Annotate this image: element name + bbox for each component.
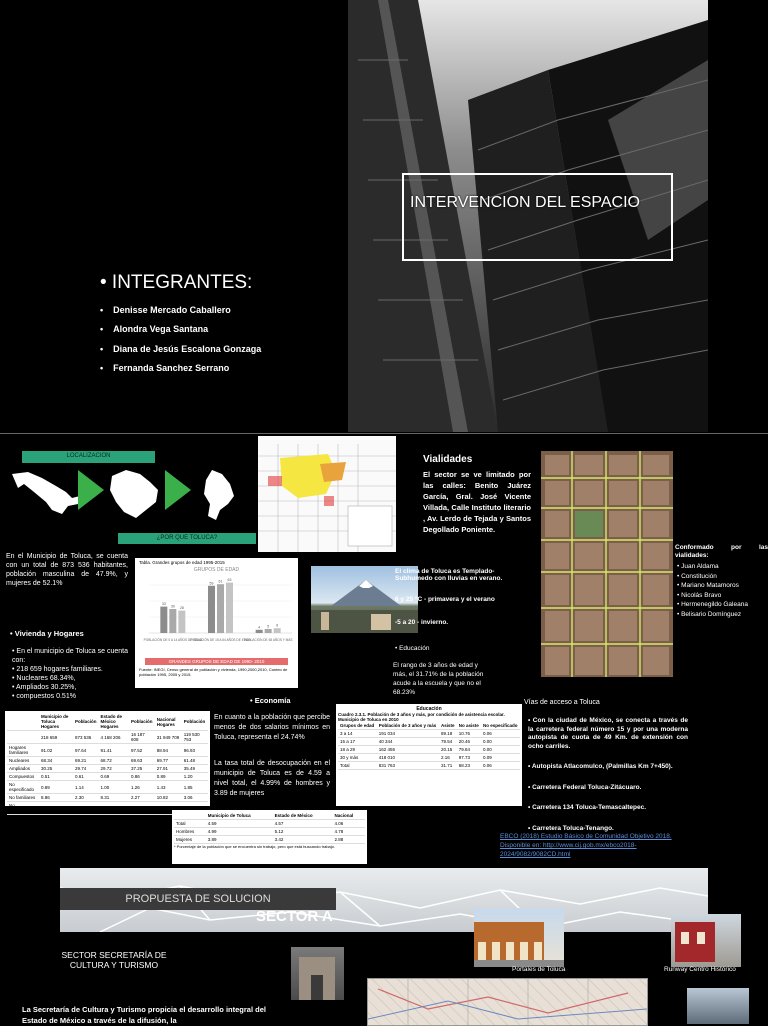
chart-data-label: 63: [227, 578, 232, 583]
portales-photo: [474, 908, 564, 967]
table-cell: 0.51: [39, 773, 73, 781]
table-cell: 79.84: [457, 746, 481, 754]
table-cell: 40 344: [377, 738, 439, 746]
table-row: [174, 836, 365, 844]
table-cell: 91.02: [39, 744, 73, 757]
table-cell: 2.30: [73, 794, 99, 802]
table-cell: 31.71: [439, 762, 457, 770]
table-cell: 0.06: [481, 762, 520, 770]
table-cell: 68.72: [98, 757, 129, 765]
table-cell: 69.21: [73, 757, 99, 765]
list-item: • Carretera Federal Toluca-Zitácuaro.: [528, 783, 642, 791]
table-row: [7, 731, 208, 744]
member-3: • Diana de Jesús Escalona Gonzaga: [100, 344, 261, 354]
chart-subtitle: GRUPOS DE EDAD: [193, 567, 240, 573]
table-cell: 4.06: [333, 820, 365, 828]
chart-footer: GRANDES GRUPOS DE EDAD DE 1990- 2010: [145, 658, 288, 665]
table-cell: 2.27: [129, 794, 155, 802]
table-row: [7, 757, 208, 765]
list-item-text: Autopista Atlacomulco, (Palmillas Km 7+450).: [531, 763, 673, 770]
vialidades-heading: Vialidades: [423, 454, 473, 465]
street-photo: [687, 988, 749, 1024]
table-header-cell: Municipio de Toluca Hogares: [39, 713, 73, 731]
clima-text: El clima de Toluca es Templado-Subhumedo con lluvias en verano.: [395, 568, 503, 582]
table-cell: 79.54: [439, 738, 457, 746]
list-item-text: Nucleares 68.34%,: [16, 675, 76, 682]
economia-text-1: En cuanto a la población que percibe menos de dos salarios mínimos en Toluca, representa el 24.74%: [214, 714, 330, 741]
education-table-title: Educación: [416, 706, 442, 712]
list-item: • Con la ciudad de México, se conecta a través de la carretera federal número 15 y por una moderna autopista de cuota de 49 Km. de extensión con ocho carriles.: [528, 717, 688, 750]
chart-bar: [178, 611, 185, 633]
table-cell: 1.85: [182, 781, 208, 794]
table-cell: 29.74: [73, 765, 99, 773]
chart-bar: [160, 607, 167, 633]
chart-plot: [135, 573, 298, 651]
chart-data-label: 6: [276, 623, 279, 628]
chart-data-label: 4: [258, 625, 261, 630]
table-cell: 4.78: [333, 828, 365, 836]
hogares-data-table: [7, 713, 208, 815]
table-cell: 3.42: [273, 836, 333, 844]
table-cell: 27.91: [155, 765, 182, 773]
table-cell: 5.12: [273, 828, 333, 836]
chart-title: Tabla. Grandes grupos de edad 1995-2015: [139, 560, 225, 565]
secretaria-photo: [291, 947, 344, 1000]
table-cell: 4.59: [206, 820, 273, 828]
list-item-text: 218 659 hogares familiares.: [16, 666, 103, 673]
chart-data-label: 33: [161, 602, 166, 607]
chart-bar: [274, 628, 281, 633]
table-cell: 0.19: [129, 802, 155, 815]
table-cell: 1.14: [73, 781, 99, 794]
education-table: [336, 704, 522, 806]
table-cell: 0.12: [39, 802, 73, 815]
table-cell: No especificado: [7, 802, 39, 815]
table-header-row: [7, 713, 208, 731]
table-cell: No especificado: [7, 781, 39, 794]
table-cell: 0.89: [39, 781, 73, 794]
table-cell: 20.15: [439, 746, 457, 754]
chart-bar: [265, 629, 272, 633]
table-header-cell: Nacional Hogares: [155, 713, 182, 731]
list-item: • Juan Aldama: [677, 563, 719, 570]
table-cell: 0.00: [481, 738, 520, 746]
table-row: [338, 746, 520, 754]
table-cell: 0.27: [182, 802, 208, 815]
list-item: • Mariano Matamoros: [677, 582, 739, 589]
table-row: [174, 820, 365, 828]
table-cell: 2.88: [333, 836, 365, 844]
table-cell: 0.06: [73, 802, 99, 815]
runway-photo: [671, 914, 741, 967]
vivienda-heading-text: Vivienda y Hogares: [14, 629, 84, 638]
table-cell: No familiares: [7, 794, 39, 802]
table-cell: Hombres: [174, 828, 206, 836]
vias-heading: Vías de acceso a Toluca: [524, 699, 600, 706]
vivienda-heading: • Vivienda y Hogares: [10, 629, 84, 638]
table-header-cell: Estado de México Hogares: [98, 713, 129, 731]
table-header-cell: Población de 3 años y más: [377, 722, 439, 730]
table-cell: 0.06: [481, 730, 520, 738]
table-cell: 0.89: [155, 773, 182, 781]
table-cell: 20.46: [457, 738, 481, 746]
chart-bar: [256, 630, 263, 633]
table-header-cell: Estado de México: [273, 812, 333, 820]
table-cell: Nucleares: [7, 757, 39, 765]
table-header-cell: Nacional: [333, 812, 365, 820]
member-4: • Fernanda Sanchez Serrano: [100, 363, 229, 373]
list-item: • compuestos 0.51%: [12, 693, 76, 700]
table-cell: 2.16: [439, 754, 457, 762]
table-cell: 0.33: [155, 802, 182, 815]
table-cell: 3.89: [206, 836, 273, 844]
education-data-table: [338, 722, 520, 770]
table-header-cell: Población: [129, 713, 155, 731]
table-cell: Hogares familiares: [7, 744, 39, 757]
list-item-text: Carretera Federal Toluca-Zitácuaro.: [532, 783, 642, 791]
table-cell: 97.64: [73, 744, 99, 757]
table-cell: 0.09: [481, 754, 520, 762]
table-header-cell: [174, 812, 206, 820]
table-cell: 88.94: [155, 744, 182, 757]
table-cell: 97.52: [129, 744, 155, 757]
sector-secretaria-heading: SECTOR SECRETARÍA DE CULTURA Y TURISMO: [61, 950, 167, 970]
list-item: • Belisario Domínguez: [677, 610, 742, 618]
list-item: • Carretera Toluca-Tenango.: [528, 824, 614, 832]
table-cell: Mujeres: [174, 836, 206, 844]
clima-temp-2: -5 a 20 - invierno.: [395, 619, 449, 626]
municipality-map-icon: [204, 470, 234, 520]
table-cell: 4.99: [206, 828, 273, 836]
mexico-map-icon: [12, 472, 80, 514]
integrantes-heading: • INTEGRANTES:: [100, 272, 253, 293]
table-cell: Ampliados: [7, 765, 39, 773]
proposal-title: PROPUESTA DE SOLUCION: [60, 888, 336, 910]
state-map-icon: [110, 470, 158, 518]
table-cell: 0.69: [98, 773, 129, 781]
table-cell: Total: [338, 762, 377, 770]
list-item-text: Carretera 134 Toluca-Temascaltepec.: [532, 804, 647, 811]
table-cell: 29.72: [98, 765, 129, 773]
list-item: • Hermenegildo Galeana: [677, 601, 748, 608]
table-row: [7, 773, 208, 781]
table-cell: 1.20: [182, 773, 208, 781]
table-cell: 69.77: [155, 757, 182, 765]
table-header-row: [174, 812, 365, 820]
table-header-cell: No asiste: [457, 722, 481, 730]
age-groups-chart: [135, 558, 298, 688]
table-row: [338, 754, 520, 762]
list-item: • Constitución: [677, 572, 717, 580]
sector-map: [367, 978, 648, 1026]
table-cell: 191 034: [377, 730, 439, 738]
table-row: [174, 828, 365, 836]
table-header-cell: [7, 713, 39, 731]
table-cell: 1.00: [98, 781, 129, 794]
desocupacion-table: [172, 810, 367, 864]
educacion-heading: • Educación: [395, 645, 430, 652]
table-cell: 418 010: [377, 754, 439, 762]
table-cell: 162 455: [377, 746, 439, 754]
table-cell: 18 a 29: [338, 746, 377, 754]
vivienda-list: [12, 647, 130, 701]
table-cell: 97.73: [457, 754, 481, 762]
list-item: • Ampliados 30.25%,: [12, 684, 77, 691]
member-2: • Alondra Vega Santana: [100, 324, 208, 334]
table-cell: 0.61: [73, 773, 99, 781]
list-item-text: Juan Aldama: [681, 563, 719, 570]
member-1: • Denisse Mercado Caballero: [100, 305, 231, 315]
table-cell: 873 536: [73, 731, 99, 744]
table-cell: 68.23: [457, 762, 481, 770]
conformado-heading: Conformado por las vialidades:: [675, 544, 768, 559]
chart-data-label: 30: [170, 604, 175, 609]
portales-caption: Portales de Toluca: [512, 966, 566, 973]
page-title: INTERVENCION DEL ESPACIO: [410, 194, 640, 211]
table-cell: 8.86: [39, 794, 73, 802]
table-header-row: [338, 722, 520, 730]
table-cell: 0.00: [481, 746, 520, 754]
table-cell: 10.76: [457, 730, 481, 738]
sector-title: SECTOR A: [256, 908, 333, 925]
chart-data-label: 5: [267, 624, 270, 629]
slide-proposal: [0, 866, 768, 1024]
runway-caption: Runway Centro Histórico: [664, 966, 736, 973]
table-header-cell: Municipio de Toluca: [206, 812, 273, 820]
desocupacion-note: * Porcentaje de la población que se encuentra sin trabajo, pero que está buscando trabajo.: [174, 844, 335, 849]
list-item-text: Hermenegildo Galeana: [681, 601, 748, 608]
table-cell: 119 530 753: [182, 731, 208, 744]
arrow-icon: [165, 470, 191, 510]
table-cell: 69.63: [129, 757, 155, 765]
table-cell: 1.26: [129, 781, 155, 794]
list-item-text: compuestos 0.51%: [16, 693, 76, 700]
table-cell: 1.43: [155, 781, 182, 794]
list-item-text: Constitución: [681, 572, 717, 580]
table-header-cell: Población: [73, 713, 99, 731]
list-item: • En el municipio de Toluca se cuenta con:: [12, 648, 128, 664]
title-frame: [402, 173, 673, 261]
table-header-cell: Población: [182, 713, 208, 731]
table-row: [7, 765, 208, 773]
table-cell: 68.34: [39, 757, 73, 765]
list-item: • Carretera 134 Toluca-Temascaltepec.: [528, 804, 647, 811]
chart-category-label: POBLACIÓN DE 65 AÑOS Y MÁS: [243, 638, 293, 642]
table-row: [7, 744, 208, 757]
reference-link[interactable]: EBCO (2018) Estudio Básico de Comunidad Objetivo 2018. Disponible en: http://www.cij.gob.mx/ebco2018-2024/9082/9082CD.html: [500, 833, 672, 858]
list-item-text: Belisario Domínguez: [681, 610, 742, 618]
list-item: • Nicolás Bravo: [677, 591, 722, 599]
table-cell: 35.49: [182, 765, 208, 773]
chart-data-label: 28: [179, 606, 184, 611]
table-cell: 96.93: [182, 744, 208, 757]
chart-category-label: POBLACIÓN DE 0 A 14 AÑOS DE EDAD: [143, 638, 203, 642]
chart-data-label: 59: [209, 581, 214, 586]
table-cell: 0.28: [98, 802, 129, 815]
table-cell: Compuestos: [7, 773, 39, 781]
table-cell: 3 a 14: [338, 730, 377, 738]
chart-category-label: POBLACIÓN DE 15 A 64 AÑOS DE EDAD: [190, 638, 251, 642]
desocupacion-data-table: [174, 812, 365, 844]
table-row: [338, 762, 520, 770]
list-item-text: En el municipio de Toluca se cuenta con:: [12, 648, 128, 664]
localizacion-label: LOCALIZACION: [22, 451, 155, 463]
table-cell: 91.41: [98, 744, 129, 757]
list-item: • Autopista Atlacomulco, (Palmillas Km 7+450).: [528, 763, 673, 770]
chart-data-label: 61: [218, 579, 223, 584]
secretaria-text: La Secretaría de Cultura y Turismo propicia el desarrollo integral del Estado de México a través de la difusión, la: [22, 1005, 266, 1025]
slide-analysis: [0, 433, 768, 866]
conformado-list: [677, 562, 768, 619]
chart-bar: [226, 583, 233, 633]
table-cell: 61.48: [182, 757, 208, 765]
table-cell: 37.25: [129, 765, 155, 773]
table-row: [7, 781, 208, 794]
list-item: • Nucleares 68.34%,: [12, 675, 76, 682]
clima-temp-1: 6 y 25 °C - primavera y el verano: [395, 596, 495, 603]
table-row: [7, 794, 208, 802]
table-cell: 4.57: [273, 820, 333, 828]
mexico-maps: [8, 466, 258, 526]
education-table-caption: Cuadro 2.3.1. Población de 3 años y más, por condición de asistencia escolar. Municipio de Toluca en 2010: [338, 712, 505, 722]
list-item-text: Con la ciudad de México, se conecta a través de la carretera federal número 15 y por una moderna autopista de cuota de 49 Km. de extensión con ocho carriles.: [528, 717, 688, 750]
slide-title: [0, 0, 768, 432]
list-item: • 218 659 hogares familiares.: [12, 666, 103, 673]
table-cell: 15 a 17: [338, 738, 377, 746]
table-cell: 16 187 608: [129, 731, 155, 744]
porque-label: ¿POR QUE TOLUCA?: [118, 533, 256, 544]
list-item-text: Carretera Toluca-Tenango.: [532, 824, 614, 832]
economia-text-2: La tasa total de desocupación en el municipio de Toluca es de 4.59 a nivel total, el 4.99% de hombres y 3.89 de mujeres: [214, 760, 330, 797]
table-header-cell: Grupos de edad: [338, 722, 377, 730]
table-cell: 30.25: [39, 765, 73, 773]
list-item-text: Nicolás Bravo: [681, 591, 722, 599]
economia-heading: • Economía: [250, 696, 291, 705]
list-item-text: Ampliados 30.25%,: [16, 684, 77, 691]
table-cell: 31 949 709: [155, 731, 182, 744]
economia-heading-text: Economía: [254, 696, 291, 705]
table-cell: 831 763: [377, 762, 439, 770]
chart-bar: [169, 609, 176, 633]
table-cell: 10.82: [155, 794, 182, 802]
table-cell: 3.06: [182, 794, 208, 802]
satellite-map: [541, 451, 673, 677]
table-row: [338, 730, 520, 738]
table-cell: 0.86: [129, 773, 155, 781]
list-item-text: Mariano Matamoros: [681, 582, 739, 589]
table-cell: Total: [174, 820, 206, 828]
table-cell: 30 y más: [338, 754, 377, 762]
table-header-cell: No especificado: [481, 722, 520, 730]
table-cell: 89.18: [439, 730, 457, 738]
chart-bar: [208, 586, 215, 633]
hogares-table: [5, 711, 210, 813]
table-cell: 218 659: [39, 731, 73, 744]
table-cell: 8.31: [98, 794, 129, 802]
educacion-text: El rango de 3 años de edad y más, el 31.71% de la población acude a la escuela y que no el 68.23%: [393, 662, 484, 696]
vialidades-text: El sector se ve limitado por las calles: Benito Juárez García, Gral. José Vicente Villada, Calle Instituto literario , Av. Lerdo de Tejada y Santos Degollado Poniente.: [423, 470, 531, 534]
chart-bar: [217, 584, 224, 633]
poblacion-text: En el Municipio de Toluca, se cuenta con un total de 873 536 habitantes, población masculina de 47.9%, y mujeres de 52.1%: [6, 553, 128, 587]
chart-source: Fuente: INEGI, Censo general de población y vivienda, 1990,2000,2010, Conteo de población 1995, 2005 y 2015.: [139, 667, 288, 677]
table-cell: 4 168 206: [98, 731, 129, 744]
arrow-icon: [78, 470, 104, 510]
table-header-cell: Asiste: [439, 722, 457, 730]
table-row: [338, 738, 520, 746]
city-plan-map: [258, 436, 396, 552]
table-cell: [7, 731, 39, 744]
educacion-heading-text: Educación: [399, 645, 430, 652]
vias-list: [528, 717, 688, 833]
